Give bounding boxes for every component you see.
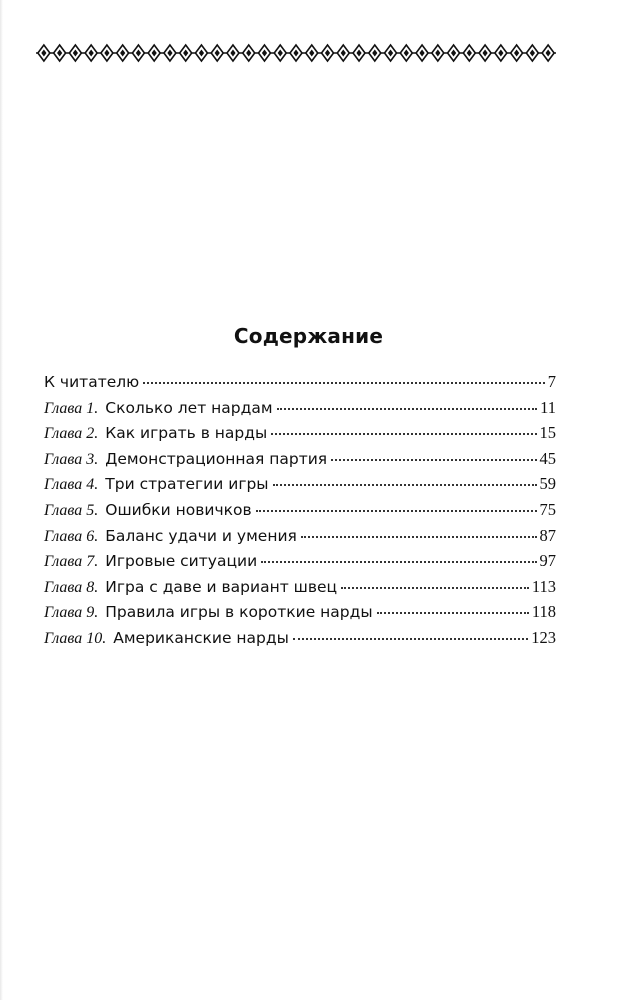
dot-leader	[277, 408, 538, 410]
dot-leader	[256, 510, 537, 512]
dot-leader	[301, 536, 537, 538]
diamond-chain-ornament-icon	[36, 42, 556, 64]
entry-title: Ошибки новичков	[105, 500, 252, 519]
dot-leader	[261, 561, 536, 563]
entry-title: Три стратегии игры	[105, 475, 269, 494]
chapter-prefix: Глава 6.	[44, 527, 99, 545]
entry-title: Баланс удачи и умения	[105, 526, 297, 545]
dot-leader	[341, 587, 529, 589]
chapter-prefix: Глава 2.	[44, 425, 99, 443]
toc-entry-chapter-1[interactable]	[44, 398, 556, 424]
entry-title: Игровые ситуации	[105, 552, 258, 571]
entry-title: Сколько лет нардам	[105, 398, 273, 417]
dot-leader	[271, 433, 536, 435]
entry-title: Американские нарды	[113, 628, 289, 647]
toc-entry-chapter-2[interactable]	[44, 423, 556, 449]
toc-entry-chapter-6[interactable]	[44, 526, 556, 552]
toc-entry-chapter-9[interactable]	[44, 602, 556, 628]
toc-entry-chapter-10[interactable]	[44, 628, 556, 654]
entry-title: К читателю	[44, 373, 140, 391]
toc-entry-chapter-8[interactable]	[44, 577, 556, 603]
chapter-prefix: Глава 3.	[44, 450, 99, 468]
table-of-contents	[44, 372, 556, 654]
chapter-prefix: Глава 5.	[44, 501, 99, 519]
chapter-prefix: Глава 7.	[44, 553, 99, 571]
page-number: 11	[540, 397, 556, 417]
chapter-prefix: Глава 9.	[44, 604, 99, 622]
page-number: 118	[531, 602, 556, 622]
page-number: 87	[539, 525, 556, 545]
page-title: Содержание	[233, 324, 384, 348]
toc-entry-chapter-7[interactable]	[44, 551, 556, 577]
page-number: 7	[547, 372, 556, 391]
page-edge-shadow	[0, 0, 3, 1000]
entry-title: Как играть в нарды	[105, 424, 268, 443]
entry-title: Правила игры в короткие нарды	[105, 603, 373, 622]
entry-title: Демонстрационная партия	[105, 449, 328, 468]
page-number: 113	[531, 576, 556, 596]
page-number: 45	[539, 448, 556, 468]
chapter-prefix: Глава 1.	[44, 399, 99, 417]
dot-leader	[293, 638, 528, 640]
toc-entry-reader[interactable]	[44, 372, 556, 398]
page-number: 59	[539, 474, 556, 494]
dot-leader	[331, 459, 536, 461]
entry-title: Игра с даве и вариант швец	[105, 577, 338, 596]
page-number: 15	[539, 423, 556, 443]
dot-leader	[273, 484, 537, 486]
toc-entry-chapter-4[interactable]	[44, 474, 556, 500]
dot-leader	[143, 382, 545, 384]
chapter-prefix: Глава 4.	[44, 476, 99, 494]
toc-entry-chapter-3[interactable]	[44, 449, 556, 475]
page-number: 97	[539, 551, 556, 571]
chapter-prefix: Глава 10.	[44, 629, 107, 647]
page-number: 123	[531, 627, 556, 647]
toc-entry-chapter-5[interactable]	[44, 500, 556, 526]
chapter-prefix: Глава 8.	[44, 578, 99, 596]
page-number: 75	[539, 499, 556, 519]
dot-leader	[377, 612, 529, 614]
